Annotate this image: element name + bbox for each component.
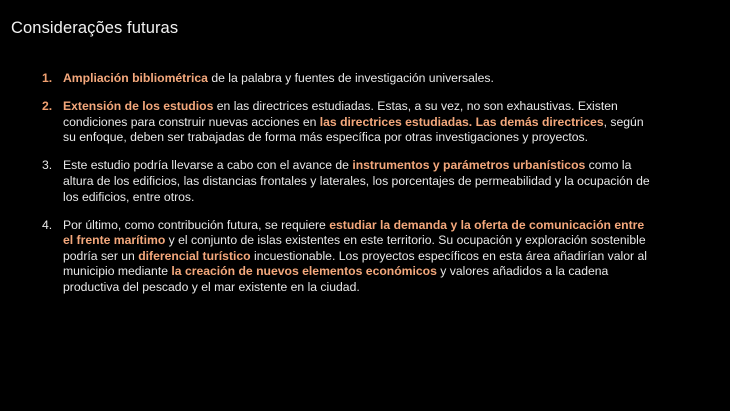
highlight-text: diferencial turístico [138, 248, 251, 263]
highlight-text: instrumentos y parámetros urbanísticos [352, 158, 586, 173]
body-text: de la palabra y fuentes de investigación universales. [207, 71, 494, 85]
body-text: y valores añadidos a la cadena productiva del pescado y el mar existente en la ciudad. [63, 264, 609, 295]
list-item [42, 71, 652, 87]
list-item-number: 3. [42, 158, 53, 173]
highlight-text: estudiar la demanda y la oferta de comunicación entre el frente marítimo [63, 217, 645, 248]
body-text: incuestionable. Los proyectos específicos en esta área añadirían valor al municipio mediante [63, 248, 647, 279]
highlight-text: Ampliación bibliométrica [63, 71, 208, 85]
list-item [42, 218, 652, 296]
body-text: Por último, como contribución futura, se requiere [63, 217, 330, 232]
slide-title: Considerações futuras [11, 19, 179, 37]
list-item [42, 158, 652, 205]
body-text: y el conjunto de islas existentes en este territorio. Su ocupación y exploración sostenible podría ser un [63, 233, 646, 263]
body-text: Este estudio podría llevarse a cabo con el avance de [63, 158, 353, 173]
list-item-number: 2. [42, 99, 53, 114]
considerations-list [42, 71, 652, 308]
highlight-text: Extensión de los estudios [63, 99, 214, 114]
list-item-number: 1. [42, 71, 53, 85]
highlight-text: la creación de nuevos elementos económicos [171, 264, 437, 279]
body-text: , según su enfoque, deben ser trabajadas de forma más específica por otras investigaciones y proyectos. [63, 114, 644, 145]
list-item [42, 99, 652, 146]
body-text: en las directrices estudiadas. Estas, a su vez, no son exhaustivas. Existen condiciones para construir nuevas acciones en [63, 99, 618, 129]
body-text: como la altura de los edificios, las distancias frontales y laterales, los porcentajes de permeabilidad y la ocupación de los edificios, entre otros. [63, 158, 650, 204]
list-item-number: 4. [42, 217, 53, 232]
highlight-text: las directrices estudiadas. Las demás directrices [319, 114, 604, 129]
